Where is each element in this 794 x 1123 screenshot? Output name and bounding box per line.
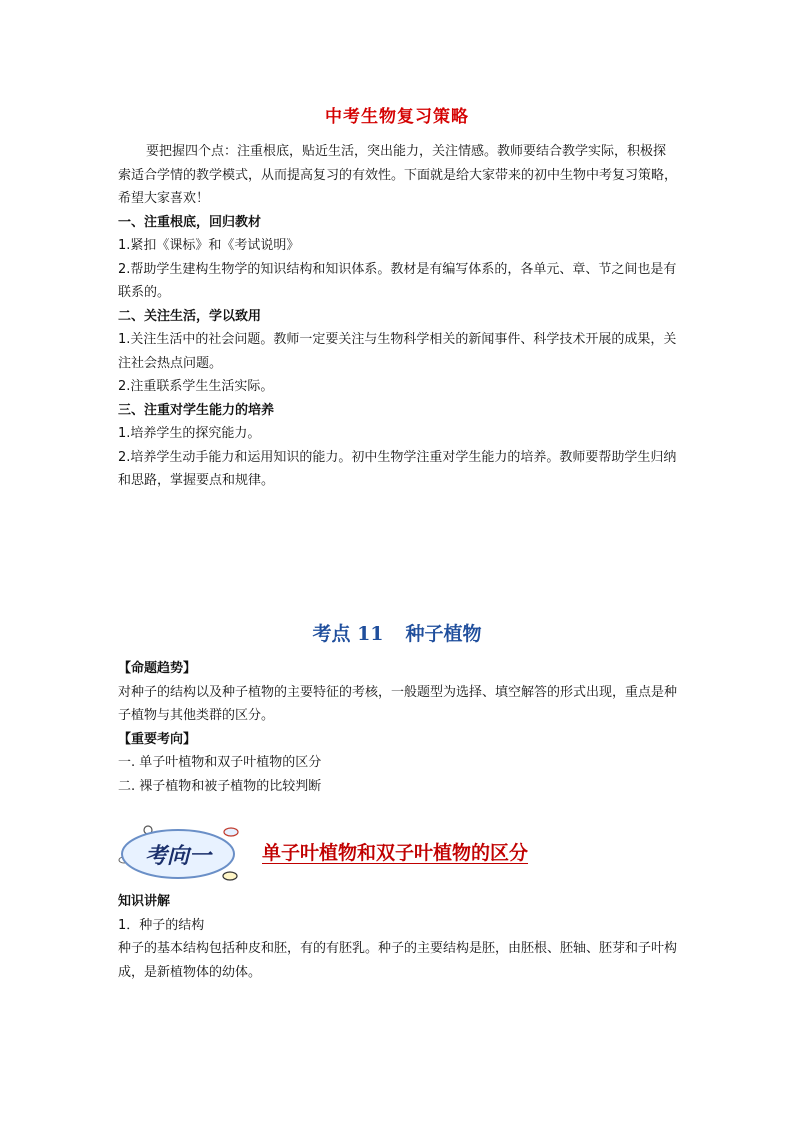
section3-heading: 三、注重对学生能力的培养: [118, 402, 275, 418]
section3-item1: 1.培养学生的探究能力。: [118, 426, 261, 441]
kaodian-number: 考点 11: [312, 623, 384, 645]
kaodian-name: 种子植物: [405, 623, 482, 645]
bubble-icon: [224, 828, 238, 836]
section1-item1: 1.紧扣《课标》和《考试说明》: [118, 238, 300, 253]
section1-item2: 2.帮助学生建构生物学的知识结构和知识体系。教材是有编写体系的，各单元、章、节之间也是有联系的。: [118, 261, 677, 300]
knowledge-heading: 知识讲解: [118, 894, 171, 909]
knowledge-body: [118, 890, 678, 984]
knowledge-text1: 种子的基本结构包括种皮和胚，有的有胚乳。种子的主要结构是胚，由胚根、胚轴、胚芽和子叶构成，是新植物体的幼体。: [118, 941, 678, 980]
direction-heading: 【重要考向】: [118, 731, 197, 747]
badge-text: 考向一: [144, 843, 212, 869]
strategy-intro: 要把握四个点：注重根底，贴近生活，突出能力，关注情感。教师要结合教学实际，积极探索适合学情的教学模式，从而提高复习的有效性。下面就是给大家带来的初中生物中考复习策略，希望大家喜欢！: [118, 144, 678, 206]
section2-heading: 二、关注生活，学以致用: [118, 308, 262, 324]
trend-text: 对种子的结构以及种子植物的主要特征的考核，一般题型为选择、填空解答的形式出现，重点是种子植物与其他类群的区分。: [118, 684, 678, 723]
knowledge-item1: 1．种子的结构: [118, 917, 205, 933]
bubble-icon: [223, 872, 237, 880]
strategy-body: [118, 140, 678, 493]
section2-item1: 1.关注生活中的社会问题。教师一定要关注与生物科学相关的新闻事件、科学技术开展的成果，关注社会热点问题。: [118, 332, 677, 371]
banner-title: 单子叶植物和双子叶植物的区分: [262, 842, 529, 864]
kaodian-title: [0, 619, 794, 646]
direction-item2: 二. 裸子植物和被子植物的比较判断: [118, 778, 322, 794]
section3-item2: 2.培养学生动手能力和运用知识的能力。初中生物学注重对学生能力的培养。教师要帮助学生归纳和思路，掌握要点和规律。: [118, 449, 677, 488]
trend-heading: 【命题趋势】: [118, 661, 197, 676]
direction-item1: 一. 单子叶植物和双子叶植物的区分: [118, 755, 322, 770]
kaodian-body: [118, 657, 678, 798]
section2-item2: 2.注重联系学生生活实际。: [118, 379, 274, 394]
section1-heading: 一、注重根底，回归教材: [118, 214, 262, 230]
strategy-title: 中考生物复习策略: [325, 107, 469, 127]
